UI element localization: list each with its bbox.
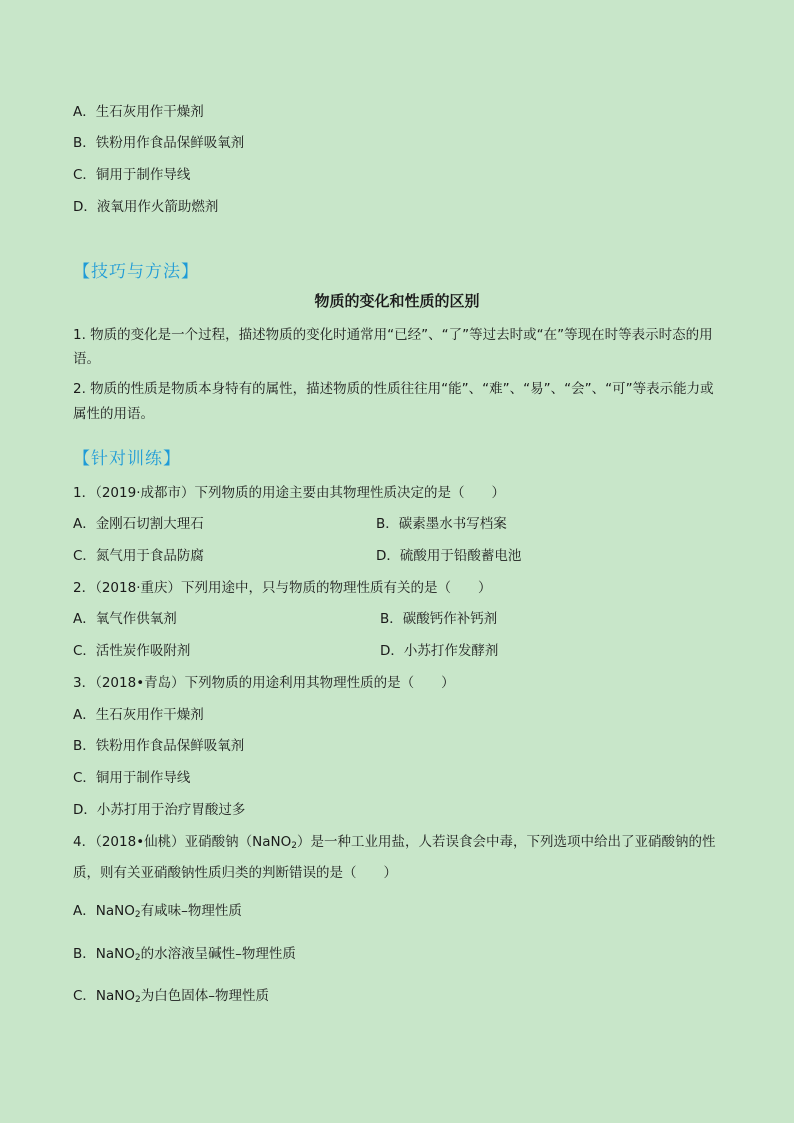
q3-option-d: D．小苏打用于治疗胃酸过多: [73, 802, 246, 818]
q1-option-d: D．硫酸用于铅酸蓄电池: [376, 548, 522, 564]
q2-option-d: D．小苏打作发酵剂: [380, 643, 499, 659]
prev-option-b: B．铁粉用作食品保鲜吸氧剂: [73, 135, 245, 151]
q1-stem: 1．（2019·成都市）下列物质的用途主要由其物理性质决定的是（ ）: [73, 485, 505, 501]
methods-p2-line1: 2. 物质的性质是物质本身特有的属性，描述物质的性质往往用“能”、“难”、“易”、“会”、“可”等表示能力或: [73, 381, 714, 397]
q1-option-b: B．碳素墨水书写档案: [376, 516, 507, 532]
q3-option-c: C．铜用于制作导线: [73, 770, 191, 786]
methods-p1-line2: 语。: [73, 351, 100, 367]
q2-option-b: B．碳酸钙作补钙剂: [380, 611, 498, 627]
prev-option-a: A．生石灰用作干燥剂: [73, 104, 204, 120]
methods-p1-line1: 1. 物质的变化是一个过程，描述物质的变化时通常用“已经”、“了”等过去时或“在”等现在时等表示时态的用: [73, 327, 713, 343]
q1-option-c: C．氮气用于食品防腐: [73, 548, 204, 564]
q1-option-a: A．金刚石切割大理石: [73, 516, 204, 532]
q2-option-c: C．活性炭作吸附剂: [73, 643, 191, 659]
q4-option-c: C．NaNO$_2$为白色固体–物理性质: [73, 988, 270, 1005]
methods-p2-line2: 属性的用语。: [73, 406, 154, 422]
methods-heading: 【技巧与方法】: [73, 262, 199, 282]
q4-option-a: A．NaNO$_2$有咸味–物理性质: [73, 903, 242, 920]
q3-stem: 3．（2018•青岛）下列物质的用途利用其物理性质的是（ ）: [73, 675, 455, 691]
q3-option-b: B．铁粉用作食品保鲜吸氧剂: [73, 738, 245, 754]
q2-stem: 2．（2018·重庆）下列用途中，只与物质的物理性质有关的是（ ）: [73, 580, 492, 596]
methods-title: 物质的变化和性质的区别: [314, 292, 480, 310]
q3-option-a: A．生石灰用作干燥剂: [73, 707, 204, 723]
q4-option-b: B．NaNO$_2$的水溶液呈碱性–物理性质: [73, 946, 296, 963]
prev-option-c: C．铜用于制作导线: [73, 167, 191, 183]
q4-stem-line1: 4．（2018•仙桃）亚硝酸钠（NaNO$_2$）是一种工业用盐，人若误食会中毒，下列选项中给出了亚硝酸钠的性: [73, 834, 716, 851]
q2-option-a: A．氧气作供氧剂: [73, 611, 177, 627]
prev-option-d: D．液氧用作火箭助燃剂: [73, 199, 219, 215]
training-heading: 【针对训练】: [73, 449, 181, 469]
q4-stem-line2: 质，则有关亚硝酸钠性质归类的判断错误的是（ ）: [73, 865, 397, 881]
